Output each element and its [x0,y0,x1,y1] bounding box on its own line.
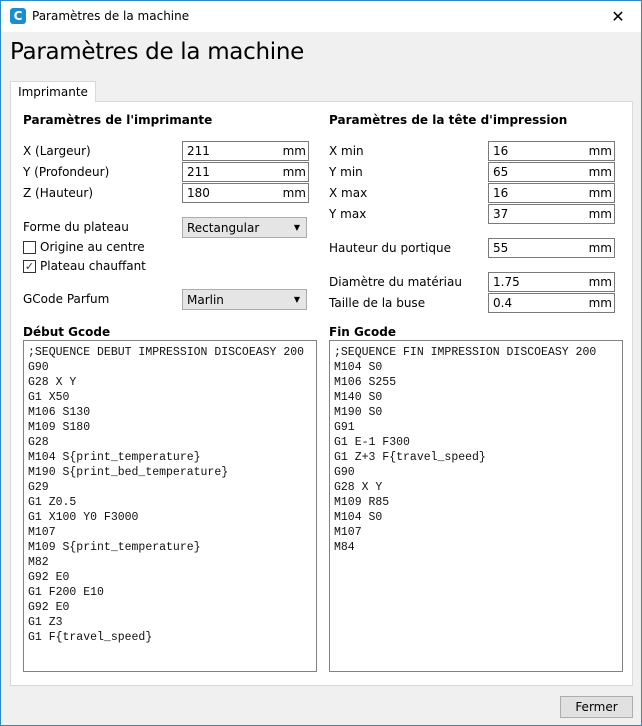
z-height-label: Z (Hauteur) [23,186,94,200]
gantry-height-input[interactable]: 55 mm [488,238,615,258]
code-line: G1 Z0.5 [28,496,77,509]
code-line: M190 S{print_bed_temperature} [28,466,229,479]
code-line: M107 [334,526,362,539]
nozzle-size-input[interactable]: 0.4 mm [488,293,615,313]
code-line: ;SEQUENCE DEBUT IMPRESSION DISCOEASY 200 [28,346,305,359]
window-title: Paramètres de la machine [32,9,190,23]
code-line: M104 S0 [334,361,383,374]
code-line: M107 [28,526,56,539]
code-line: M140 S0 [334,391,383,404]
code-line: M104 S0 [334,511,383,524]
code-line: G28 [28,436,49,449]
code-line: G1 F{travel_speed} [28,631,153,644]
code-line: M109 R85 [334,496,390,509]
dropdown-arrow-icon: ▼ [293,223,300,232]
code-line: M190 S0 [334,406,383,419]
close-icon: ✕ [611,7,625,26]
x-min-input[interactable]: 16 mm [488,141,615,161]
code-line: G90 [28,361,49,374]
code-line: G92 E0 [28,601,70,614]
x-width-input[interactable]: 211 mm [182,141,309,161]
tab-printer[interactable]: Imprimante [10,81,96,102]
close-button[interactable]: Fermer [560,696,633,718]
start-gcode-textarea[interactable] [23,340,317,672]
code-line: G1 Z+3 F{travel_speed} [334,451,486,464]
code-line: G28 X Y [28,376,77,389]
code-line: G1 F200 E10 [28,586,104,599]
x-max-input[interactable]: 16 mm [488,183,615,203]
code-line: M84 [334,541,355,554]
printhead-settings-heading: Paramètres de la tête d'impression [329,113,568,127]
dropdown-arrow-icon: ▼ [293,295,300,304]
gcode-flavor-label: GCode Parfum [23,292,110,306]
code-line: M82 [28,556,49,569]
gantry-height-label: Hauteur du portique [329,241,451,255]
y-min-label: Y min [329,165,363,179]
y-max-input[interactable]: 37 mm [488,204,615,224]
y-min-input[interactable]: 65 mm [488,162,615,182]
title-bar [1,1,641,32]
bed-shape-select[interactable]: Rectangular ▼ [182,217,307,238]
x-width-label: X (Largeur) [23,144,91,158]
code-line: G28 X Y [334,481,383,494]
material-diameter-input[interactable]: 1.75 mm [488,272,615,292]
material-diameter-label: Diamètre du matériau [329,275,462,289]
code-line: G92 E0 [28,571,70,584]
x-max-label: X max [329,186,368,200]
printer-settings-heading: Paramètres de l'imprimante [23,113,213,127]
code-line: M106 S130 [28,406,91,419]
code-line: M104 S{print_temperature} [28,451,201,464]
gcode-flavor-select[interactable]: Marlin ▼ [182,289,307,310]
y-depth-input[interactable]: 211 mm [182,162,309,182]
code-line: G29 [28,481,49,494]
nozzle-size-label: Taille de la buse [329,296,426,310]
code-line: G90 [334,466,355,479]
code-line: M109 S{print_temperature} [28,541,201,554]
x-min-label: X min [329,144,364,158]
code-line: M109 S180 [28,421,91,434]
code-line: G1 X100 Y0 F3000 [28,511,139,524]
bed-shape-label: Forme du plateau [23,220,129,234]
code-line: G1 X50 [28,391,70,404]
y-max-label: Y max [329,207,367,221]
end-gcode-textarea[interactable] [329,340,623,672]
page-title: Paramètres de la machine [10,39,304,65]
code-line: G1 Z3 [28,616,63,629]
y-depth-label: Y (Profondeur) [23,165,110,179]
start-gcode-label: Début Gcode [23,325,111,339]
code-line: M106 S255 [334,376,397,389]
code-line: G91 [334,421,355,434]
checkbox-box [23,241,36,254]
close-window-button[interactable] [595,1,641,32]
code-line: ;SEQUENCE FIN IMPRESSION DISCOEASY 200 [334,346,597,359]
heated-bed-checkbox[interactable]: ✓ Plateau chauffant [24,259,146,273]
origin-center-checkbox[interactable]: Origine au centre [23,240,145,254]
cura-app-icon: C [10,8,26,24]
code-line: G1 E-1 F300 [334,436,410,449]
z-height-input[interactable]: 180 mm [182,183,309,203]
check-icon: ✓ [24,259,35,273]
end-gcode-label: Fin Gcode [329,325,396,339]
